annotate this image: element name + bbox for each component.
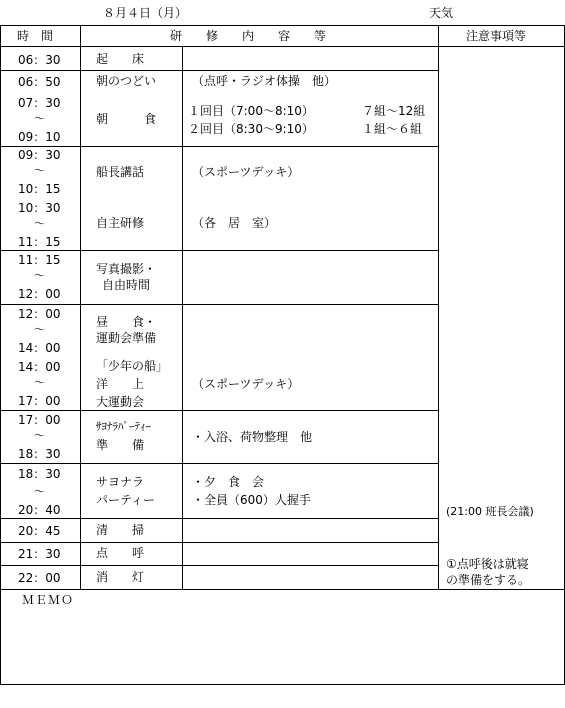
time-range-tilde: ～ [34, 269, 45, 282]
time-1030: 10：30 [18, 201, 61, 215]
detail-gathering: （点呼・ラジオ体操 他） [192, 74, 337, 88]
event-wakeup: 起 床 [96, 52, 145, 66]
detail-breakfast-1: １回目（7:00～8:10） [188, 104, 314, 118]
event-sports-line3: 大運動会 [96, 395, 145, 409]
time-range-tilde: ～ [34, 376, 45, 389]
note-1-line1: ①点呼後は就寝 [446, 557, 529, 571]
event-prep-line2: 準 備 [96, 438, 145, 452]
detail-sports-deck: （スポーツデッキ） [192, 165, 300, 179]
memo-label: ＭＥＭＯ [22, 593, 75, 607]
event-sports-line1: 「少年の船」 [96, 359, 169, 373]
time-0630: 06：30 [18, 53, 61, 67]
time-2045: 20：45 [18, 524, 61, 538]
time-1015: 10：15 [18, 182, 61, 196]
detail-breakfast-2-groups: １組～６組 [362, 122, 423, 136]
time-range-tilde: ～ [34, 112, 45, 125]
time-range-tilde: ～ [34, 217, 45, 230]
time-2200: 22：00 [18, 571, 61, 585]
detail-dinner: ・夕 食 会 [192, 475, 265, 489]
event-photo-line1: 写真撮影・ [96, 262, 157, 276]
event-party-line1: サヨナラ [96, 475, 145, 489]
detail-breakfast-2: ２回目（8:30～9:10） [188, 122, 314, 136]
event-sports-line2: 洋 上 [96, 377, 145, 391]
event-self-study: 自主研修 [96, 216, 145, 230]
time-1115: 11：15 [18, 253, 61, 267]
event-captain-lecture: 船長講話 [96, 165, 145, 179]
time-1700: 17：00 [18, 413, 61, 427]
time-range-tilde: ～ [34, 485, 45, 498]
time-1200: 12：00 [18, 307, 61, 321]
time-2130: 21：30 [18, 547, 61, 561]
event-breakfast: 朝 食 [96, 112, 157, 126]
date-label: ８月４日（月） [103, 6, 188, 20]
time-0650: 06：50 [18, 75, 61, 89]
weather-label: 天気 [429, 6, 454, 20]
time-0730: 07：30 [18, 96, 61, 110]
event-rollcall: 点 呼 [96, 546, 145, 560]
time-range-tilde: ～ [34, 429, 45, 442]
event-prep-line1: ｻﾖﾅﾗﾊﾟｰﾃｨｰ [96, 420, 151, 433]
event-lunch-line1: 昼 食・ [96, 315, 157, 329]
event-lunch-line2: 運動会準備 [96, 331, 157, 345]
column-header-notes: 注意事項等 [466, 29, 527, 43]
time-range-tilde: ～ [34, 323, 45, 336]
detail-bath: ・入浴、荷物整理 他 [192, 430, 313, 444]
time-1830: 18：30 [18, 447, 61, 461]
time-1400: 14：00 [18, 341, 61, 355]
time-0930: 09：30 [18, 148, 61, 162]
time-1700: 17：00 [18, 394, 61, 408]
event-party-line2: パーティー [96, 493, 156, 507]
event-morning-gathering: 朝のつどい [96, 74, 157, 88]
event-cleaning: 清 掃 [96, 523, 145, 537]
detail-handshake: ・全員（600）人握手 [192, 493, 311, 507]
detail-sports-deck: （スポーツデッキ） [192, 377, 300, 391]
detail-cabins: （各 居 室） [192, 216, 277, 230]
time-1200: 12：00 [18, 287, 61, 301]
time-1400: 14：00 [18, 360, 61, 374]
time-range-tilde: ～ [34, 164, 45, 177]
column-header-time: 時 間 [17, 29, 54, 43]
detail-breakfast-1-groups: ７組～12組 [362, 104, 426, 118]
time-2040: 20：40 [18, 503, 61, 517]
time-1115: 11：15 [18, 235, 61, 249]
note-1-line2: の準備をする。 [446, 573, 531, 587]
event-photo-line2: 自由時間 [102, 278, 151, 292]
time-0910: 09：10 [18, 130, 61, 144]
column-header-program: 研 修 内 容 等 [170, 29, 327, 43]
note-meeting: (21:00 班長会議) [446, 505, 534, 518]
time-1830: 18：30 [18, 467, 61, 481]
event-lightsout: 消 灯 [96, 570, 145, 584]
